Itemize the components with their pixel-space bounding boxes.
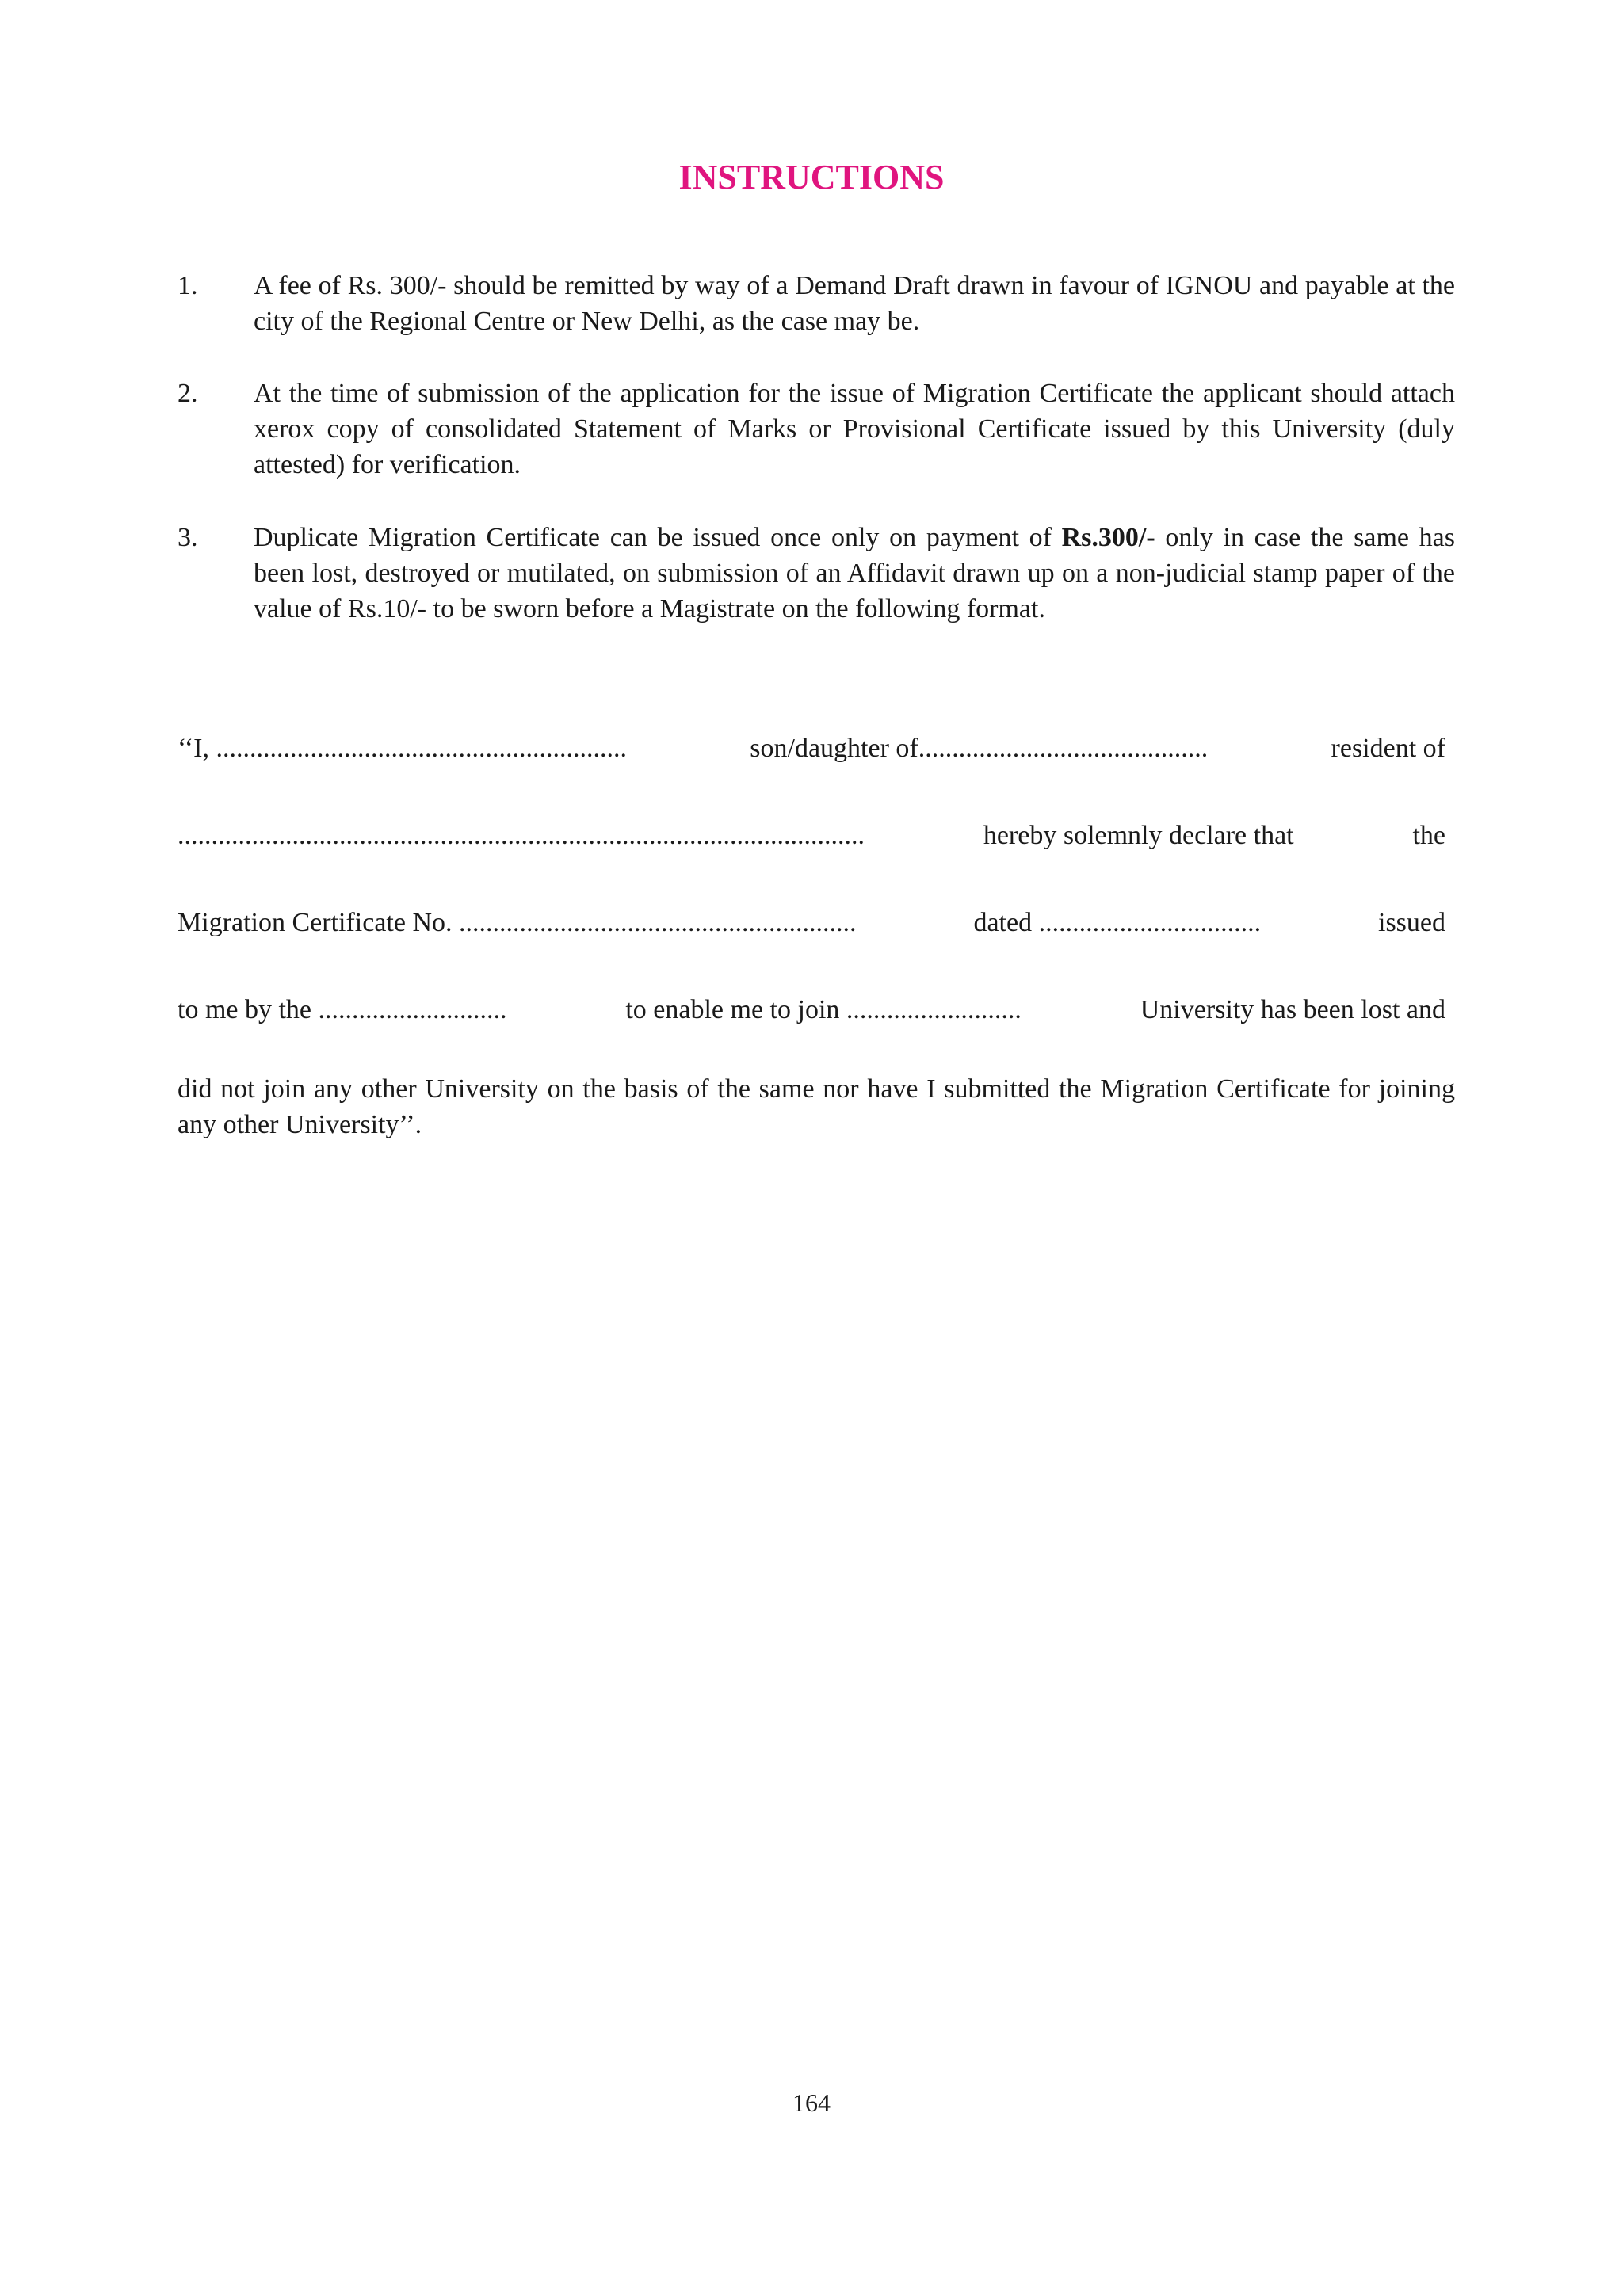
affidavit-date-blank: dated .................................: [973, 908, 1262, 937]
fee-amount: Rs.300/-: [1061, 523, 1155, 552]
page-title: INSTRUCTIONS: [678, 158, 945, 196]
instruction-text: At the time of submission of the application for the issue of Migration Certificate the applicant should attach xerox copy of consolidated Statement of Marks or Provisional Certificate issued by this University (duly attested) for verification.: [254, 379, 1455, 479]
affidavit-parent-blank: son/daughter of...........................................: [750, 734, 1209, 763]
affidavit-line-2: [178, 818, 1445, 853]
affidavit-line-1: [178, 730, 1445, 766]
instruction-number: 1.: [178, 271, 198, 300]
affidavit-resident-label: resident of: [1331, 734, 1445, 763]
instruction-item-3: [178, 520, 1455, 627]
affidavit-certificate-no-blank: Migration Certificate No. ...........................................................: [178, 908, 857, 937]
affidavit-university-blank: to enable me to join ..........................: [625, 995, 1022, 1024]
affidavit-line-3: [178, 905, 1445, 940]
affidavit-address-blank: ......................................................................................................: [178, 821, 865, 850]
instruction-text: [254, 520, 1455, 627]
page-number: 164: [792, 2088, 831, 2117]
affidavit-name-blank: ‘‘I, .............................................................: [178, 734, 627, 763]
affidavit-lost-statement: University has been lost and: [1140, 995, 1445, 1024]
affidavit-word: the: [1412, 821, 1445, 850]
instruction-text: A fee of Rs. 300/- should be remitted by way of a Demand Draft drawn in favour of IGNOU and payable at the city of the Regional Centre or New Delhi, as the case may be.: [254, 271, 1455, 336]
affidavit-declaration: hereby solemnly declare that: [983, 821, 1294, 850]
instruction-text-start: Duplicate Migration Certificate can be issued once only on payment of: [254, 523, 1062, 552]
affidavit-closing: did not join any other University on the basis of the same nor have I submitted the Migration Certificate for joining any other University’’.: [178, 1074, 1455, 1139]
affidavit-line-4: [178, 992, 1445, 1028]
instruction-item-2: [178, 376, 1455, 482]
instruction-text-end: only in case the same has been lost, destroyed or mutilated, on submission of an Affidavit drawn up on a non-judicial stamp paper of the value of Rs.10/- to be sworn before a Magistrate on the following format.: [254, 523, 1455, 624]
affidavit-issuer-blank: to me by the ............................: [178, 995, 507, 1024]
instruction-item-1: [178, 268, 1455, 339]
affidavit-word: issued: [1378, 908, 1445, 937]
instruction-number: 3.: [178, 523, 198, 552]
instruction-number: 2.: [178, 379, 198, 408]
